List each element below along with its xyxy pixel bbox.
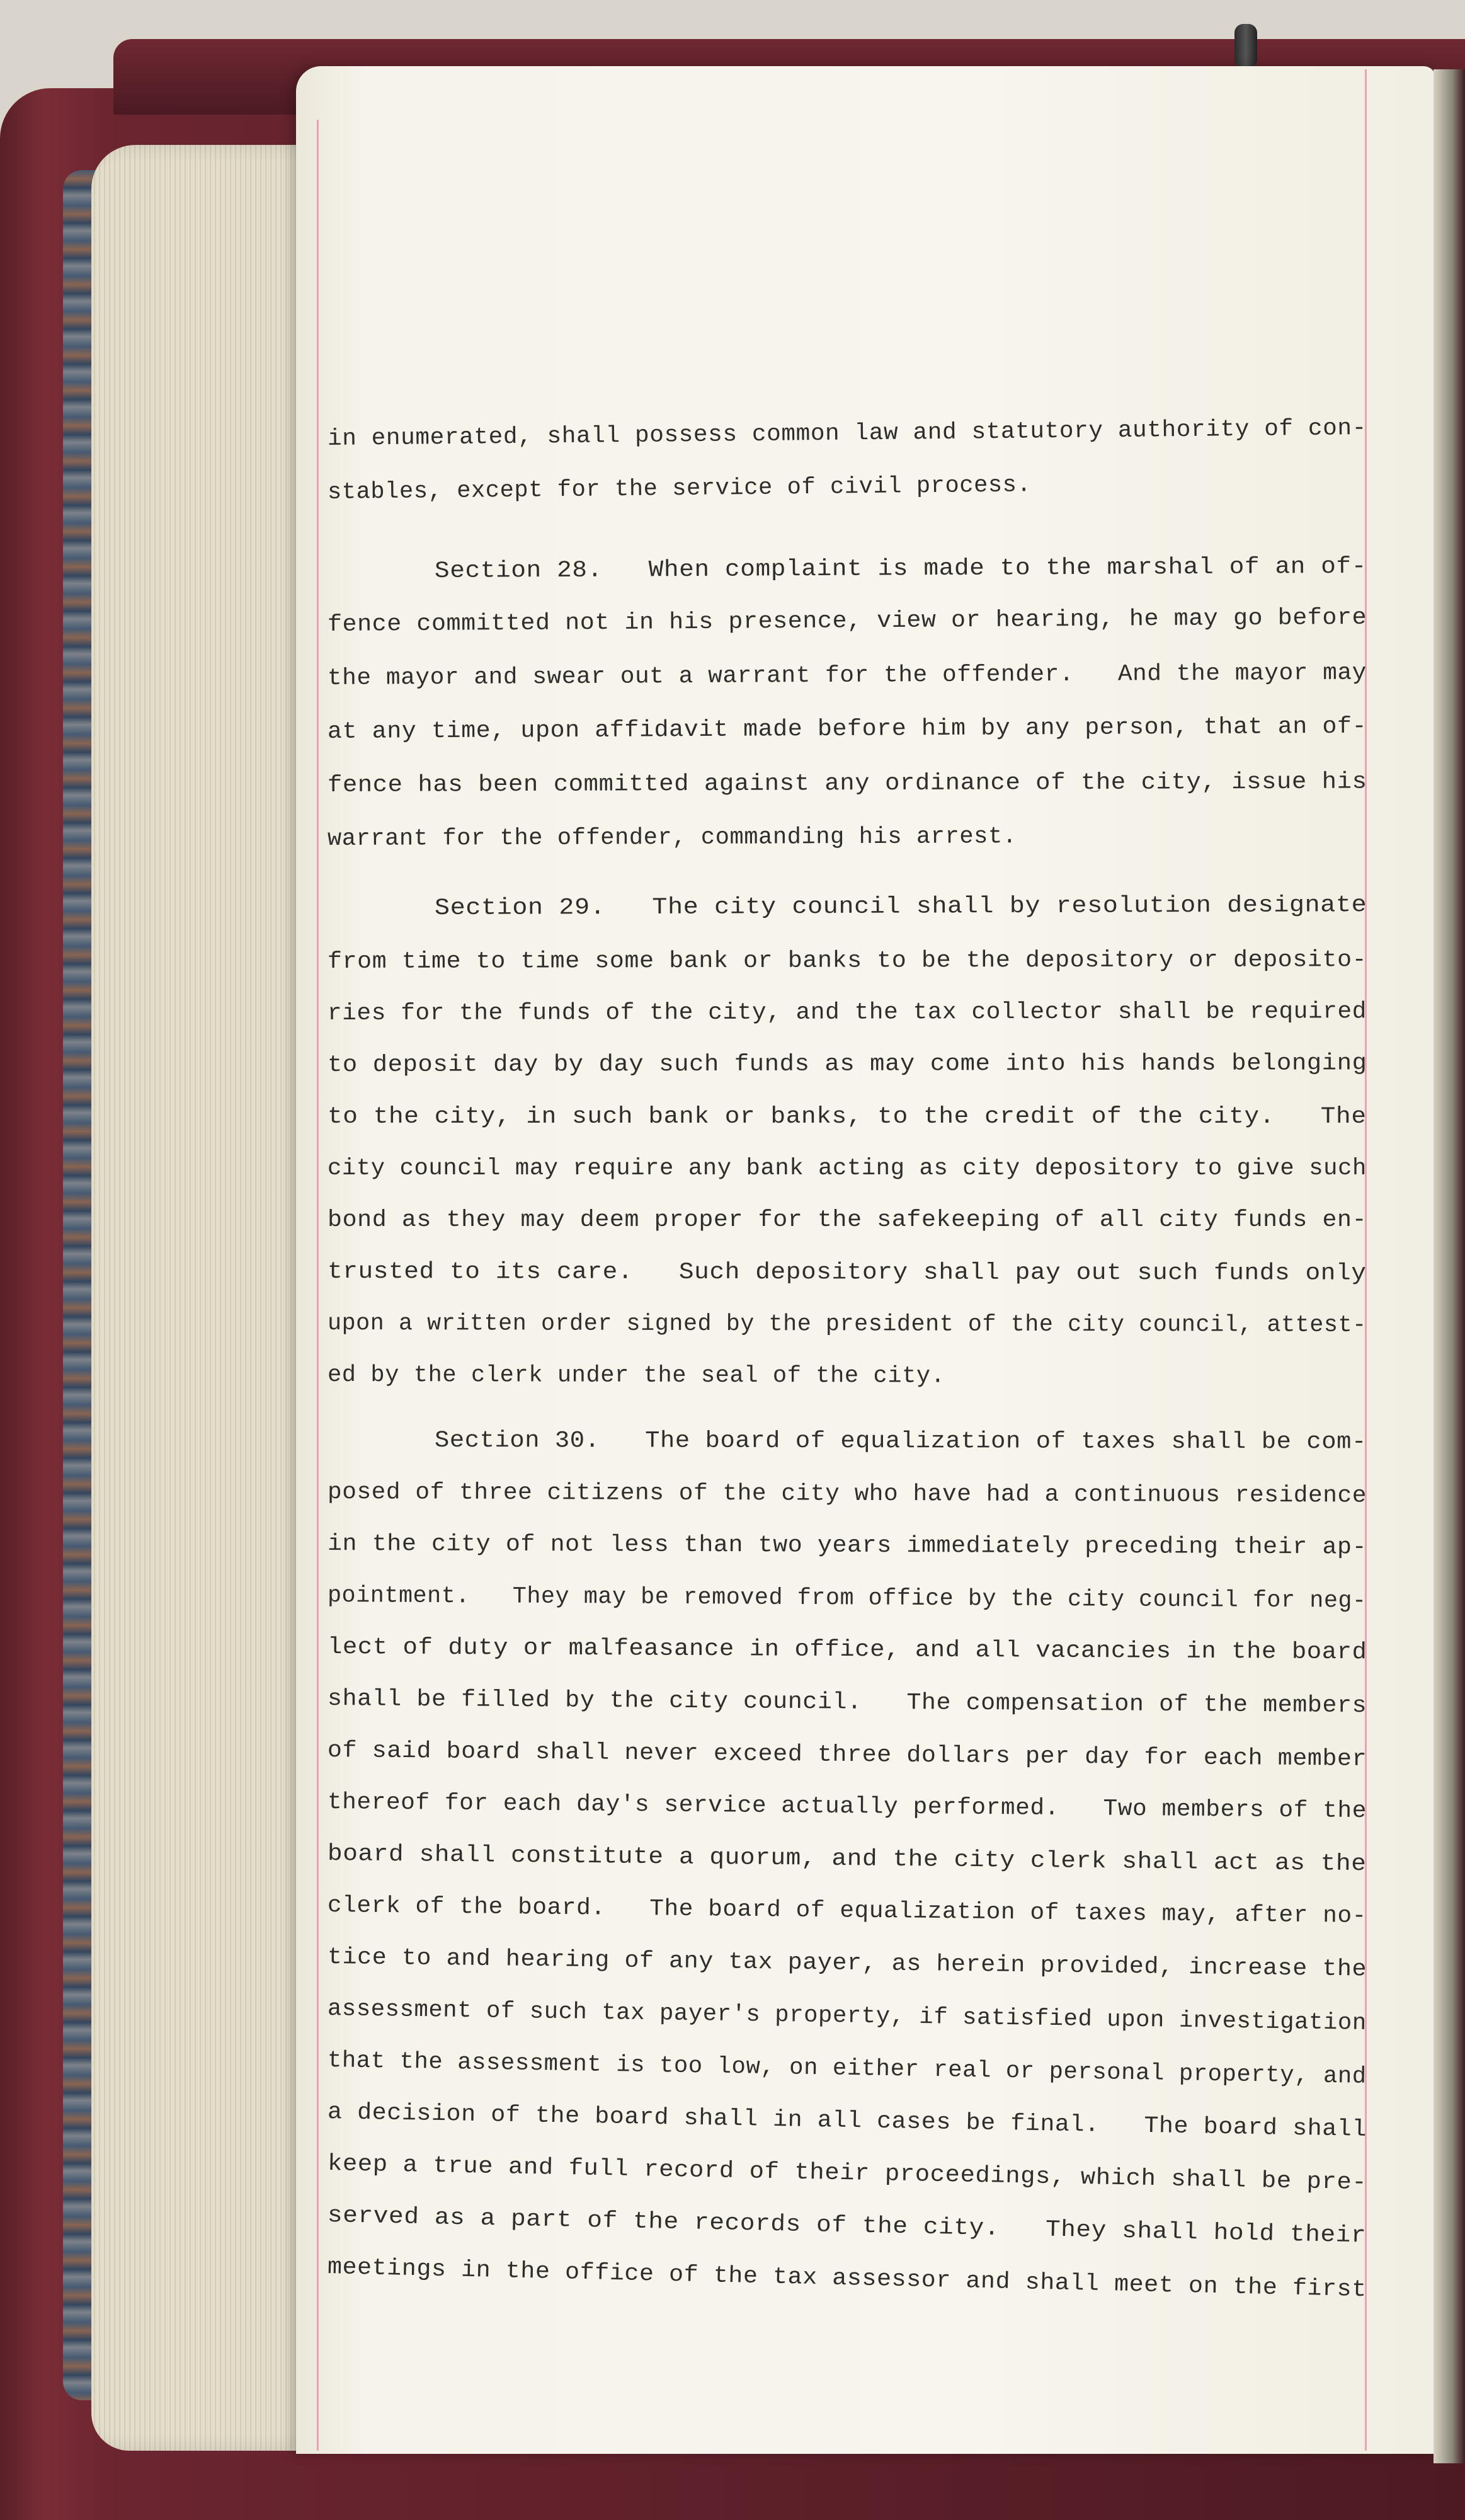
text-line: ries for the funds of the city, and the tax collector shall be required — [327, 999, 1367, 1027]
text-line: that the assessment is too low, on either real or personal property, and — [327, 2048, 1367, 2090]
text-line: assessment of such tax payer's property, if satisfied upon investigation — [327, 1996, 1367, 2037]
text-line: lect of duty or malfeasance in office, and all vacancies in the board — [327, 1634, 1367, 1666]
text-line: to the city, in such bank or banks, to the credit of the city. The — [328, 1104, 1367, 1130]
text-line: fence has been committed against any ordinance of the city, issue his — [327, 769, 1367, 799]
text-line: from time to time some bank or banks to be the depository or deposito- — [327, 947, 1367, 975]
text-line: Section 29. The city council shall by resolution designate — [434, 892, 1367, 922]
text-line: served as a part of the records of the city. They shall hold their — [327, 2202, 1367, 2250]
text-line: keep a true and full record of their proceedings, which shall be pre- — [327, 2151, 1367, 2197]
text-line: meetings in the office of the tax assessor and shall meet on the first — [327, 2254, 1367, 2304]
text-line: in the city of not less than two years immediately preceding their ap- — [327, 1531, 1367, 1561]
text-line: clerk of the board. The board of equalization of taxes may, after no- — [327, 1893, 1367, 1930]
text-line: a decision of the board shall in all cases be final. The board shall — [327, 2099, 1367, 2143]
text-line: posed of three citizens of the city who have had a continuous residence — [327, 1479, 1367, 1509]
text-line: in enumerated, shall possess common law and statutory authority of con- — [327, 415, 1367, 452]
text-line: tice to and hearing of any tax payer, as herein provided, increase the — [327, 1944, 1367, 1983]
text-line: bond as they may deem proper for the safekeeping of all city funds en- — [328, 1207, 1367, 1234]
text-line: shall be filled by the city council. The compensation of the members — [327, 1686, 1367, 1720]
text-line: thereof for each day's service actually performed. Two members of the — [327, 1789, 1367, 1825]
text-line: city council may require any bank acting as city depository to give such — [328, 1155, 1367, 1182]
text-line: to deposit day by day such funds as may come into his hands belonging — [327, 1050, 1367, 1079]
text-line: fence committed not in his presence, view or hearing, he may go before — [327, 604, 1367, 638]
text-line: the mayor and swear out a warrant for the offender. And the mayor may — [327, 660, 1367, 692]
text-line: pointment. They may be removed from office by the city council for neg- — [327, 1583, 1367, 1615]
text-line: stables, except for the service of civil process. — [327, 472, 1032, 506]
text-line: ed by the clerk under the seal of the city. — [327, 1362, 945, 1390]
text-line: Section 28. When complaint is made to the marshal of an of- — [434, 553, 1367, 585]
text-line: upon a written order signed by the president of the city council, attest- — [327, 1310, 1367, 1339]
text-line: trusted to its care. Such depository shall pay out such funds only — [327, 1259, 1367, 1287]
text-line: at any time, upon affidavit made before him by any person, that an of- — [327, 713, 1367, 745]
text-line: board shall constitute a quorum, and the city clerk shall act as the — [327, 1841, 1367, 1878]
text-line: of said board shall never exceed three dollars per day for each member — [327, 1738, 1367, 1773]
text-line: warrant for the offender, commanding his arrest. — [327, 823, 1017, 852]
text-line: Section 30. The board of equalization of taxes shall be com- — [434, 1428, 1367, 1456]
